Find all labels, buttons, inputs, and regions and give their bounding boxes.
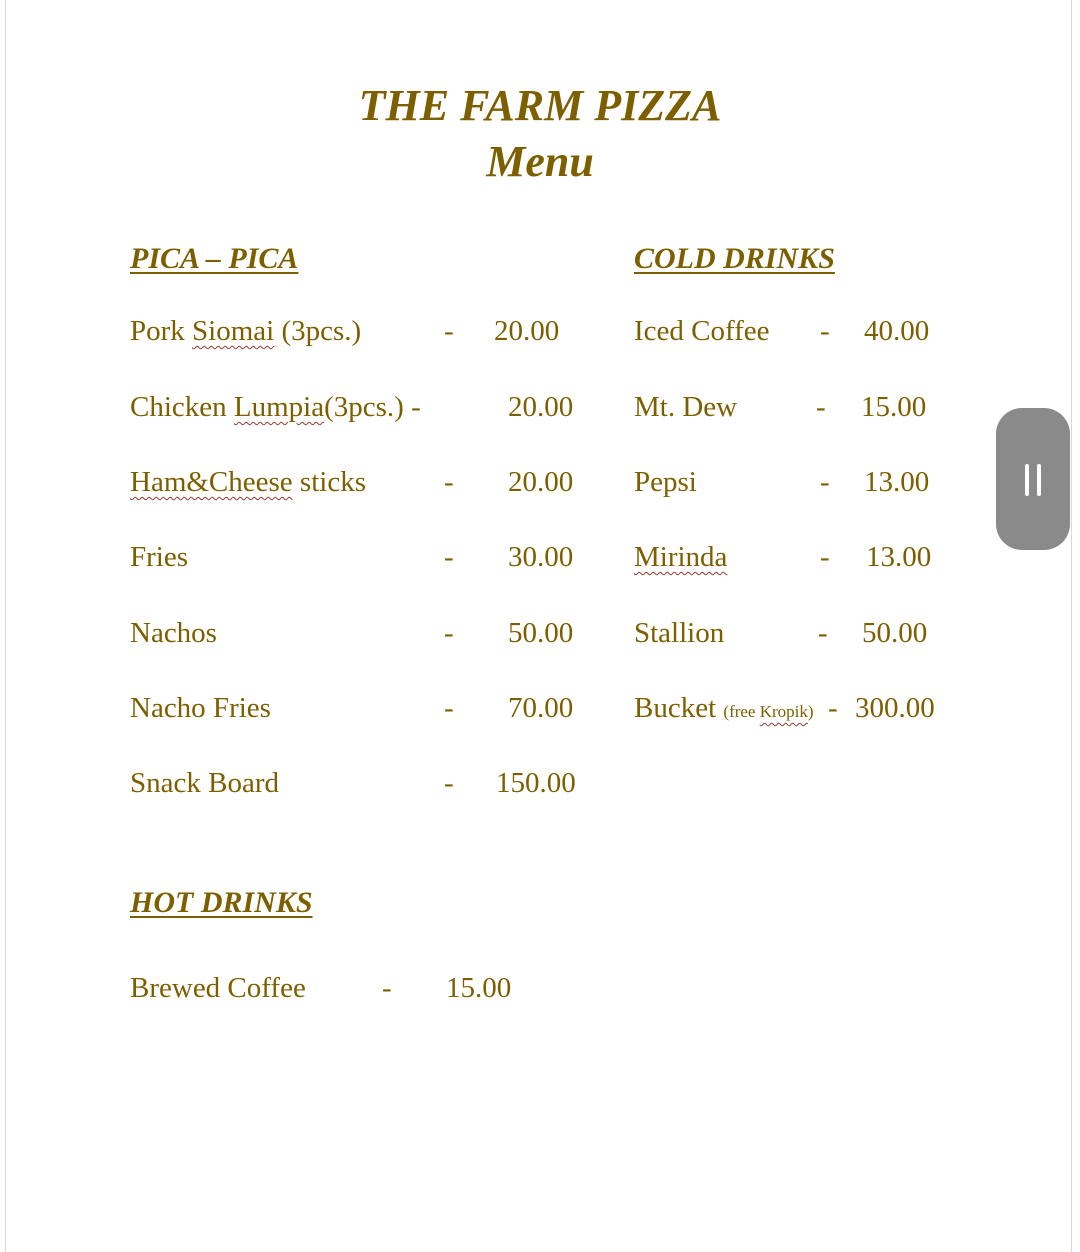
- menu-item-dash: -: [444, 767, 454, 799]
- menu-item-name: Nacho Fries: [130, 692, 271, 724]
- menu-item-name: Brewed Coffee: [130, 972, 306, 1004]
- menu-item-price: 13.00: [864, 466, 930, 498]
- menu-item-name: Ham&Cheese sticks: [130, 466, 366, 498]
- menu-item-price: 50.00: [862, 617, 928, 649]
- menu-item-dash: -: [444, 617, 454, 649]
- menu-item-price: 30.00: [508, 541, 574, 573]
- menu-item-price: 70.00: [508, 692, 574, 724]
- section-heading-hot-drinks: HOT DRINKS: [130, 886, 313, 919]
- menu-item-dash: -: [382, 972, 392, 1004]
- menu-item-name: Nachos: [130, 617, 217, 649]
- menu-item-name: Stallion: [634, 617, 725, 649]
- menu-item-name: Pork Siomai (3pcs.): [130, 315, 362, 347]
- menu-title: THE FARM PIZZA: [358, 81, 722, 130]
- menu-item-name: Fries: [130, 541, 188, 573]
- menu-item-dash: -: [818, 617, 828, 649]
- menu-item-dash: -: [444, 692, 454, 724]
- menu-item-price: 300.00: [855, 692, 935, 724]
- menu-item-dash: -: [444, 466, 454, 498]
- menu-item-dash: -: [816, 391, 826, 423]
- menu-item-price: 20.00: [494, 315, 560, 347]
- section-heading-cold-drinks: COLD DRINKS: [634, 242, 835, 275]
- menu-item-dash: -: [820, 466, 830, 498]
- grip-icon: [1037, 464, 1041, 496]
- menu-item-price: 50.00: [508, 617, 574, 649]
- menu-item-price: 15.00: [446, 972, 512, 1004]
- menu-item-dash: -: [820, 541, 830, 573]
- menu-item-name: Mirinda: [634, 541, 728, 573]
- menu-item-price: 150.00: [496, 767, 576, 799]
- menu-item-price: 20.00: [508, 466, 574, 498]
- menu-item-price: 20.00: [508, 391, 574, 423]
- menu-item-dash: -: [444, 541, 454, 573]
- section-heading-pica: PICA – PICA: [130, 242, 299, 275]
- menu-item-name: Snack Board: [130, 767, 279, 799]
- menu-item-price: 13.00: [866, 541, 932, 573]
- menu-subtitle: Menu: [486, 137, 594, 186]
- menu-item-dash: -: [444, 315, 454, 347]
- menu-item-dash: -: [820, 315, 830, 347]
- scroll-handle[interactable]: [996, 408, 1070, 550]
- menu-item-price: 15.00: [861, 391, 927, 423]
- menu-item-price: 40.00: [864, 315, 930, 347]
- menu-item-name: Pepsi: [634, 466, 697, 498]
- menu-item-name: Bucket (free Kropik): [634, 692, 814, 724]
- menu-item-name: Chicken Lumpia(3pcs.) -: [130, 391, 421, 423]
- menu-item-dash: -: [828, 692, 838, 724]
- grip-icon: [1025, 464, 1029, 496]
- menu-item-name: Mt. Dew: [634, 391, 738, 423]
- menu-item-name: Iced Coffee: [634, 315, 770, 347]
